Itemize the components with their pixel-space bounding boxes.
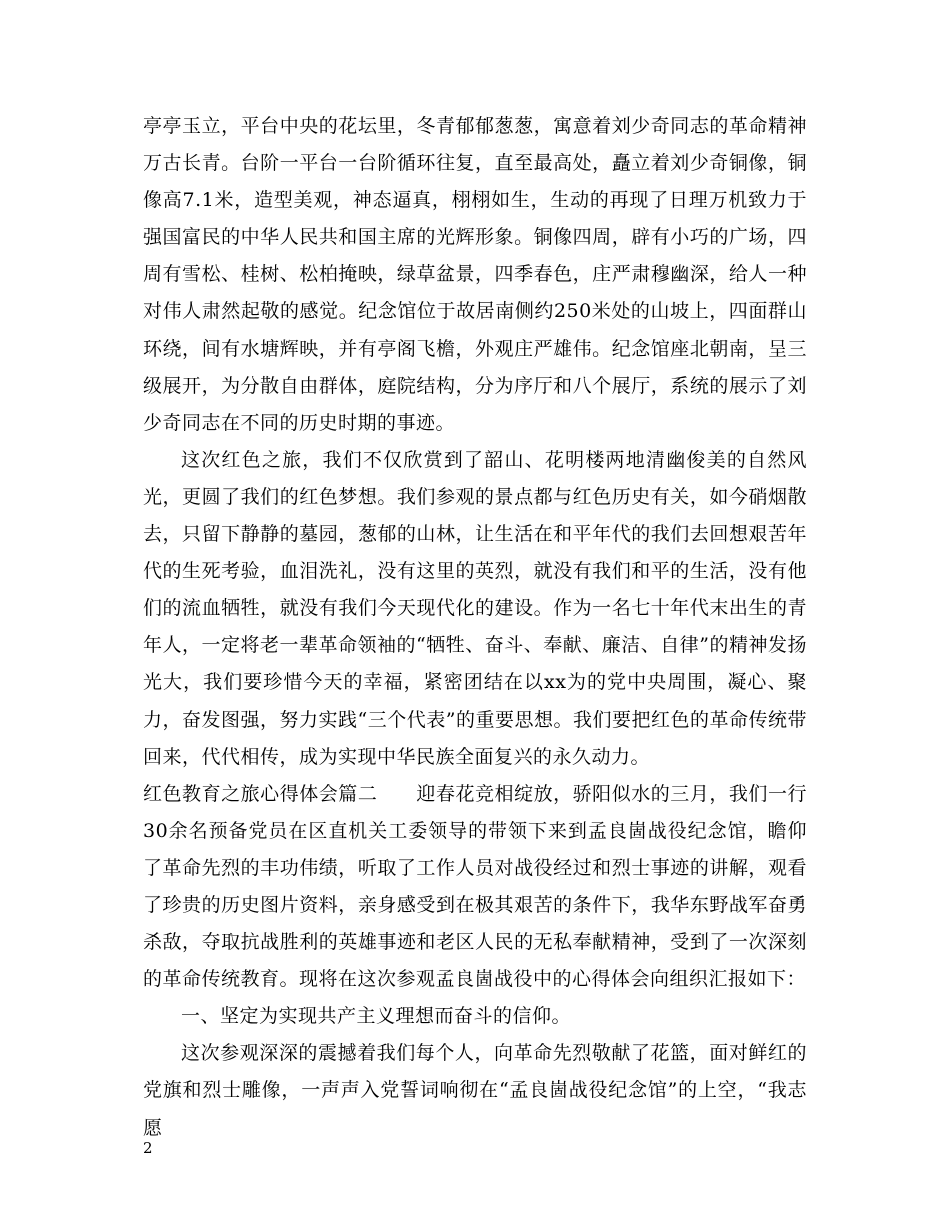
paragraph-memorial-description: 亭亭玉立，平台中央的花坛里，冬青郁郁葱葱，寓意着刘少奇同志的革命精神万古长青。台阶一平台一台阶循环往复，直至最高处，矗立着刘少奇铜像，铜像高7.1米，造型美观，神态逼真，栩栩如生，生动的再现了日理万机致力于强国富民的中华人民共和国主席的光辉形象。铜像四周，辟有小巧的广场，四周有雪松、桂树、松柏掩映，绿草盆景，四季春色，庄严肃穆幽深，给人一种对伟人肃然起敬的感觉。纪念馆位于故居南侧约250米处的山坡上，四面群山环绕，间有水塘辉映，并有亭阁飞檐，外观庄严雄伟。纪念馆座北朝南，呈三级展开，为分散自由群体，庭院结构，分为序厅和八个展厅，系统的展示了刘少奇同志在不同的历史时期的事迹。 <box>143 115 807 434</box>
paragraph-red-tour-reflection: 这次红色之旅，我们不仅欣赏到了韶山、花明楼两地清幽俊美的自然风光，更圆了我们的红色梦想。我们参观的景点都与红色历史有关，如今硝烟散去，只留下静静的墓园，葱郁的山林，让生活在和平年代的我们去回想艰苦年代的生死考验，血泪洗礼，没有这里的英烈，就没有我们和平的生活，没有他们的流血牺牲，就没有我们今天现代化的建设。作为一名七十年代末出生的青年人，一定将老一辈革命领袖的“牺牲、奋斗、奉献、廉洁、自律”的精神发扬光大，我们要珍惜今天的幸福，紧密团结在以xx为的党中央周围，凝心、聚力，奋发图强，努力实践“三个代表”的重要思想。我们要把红色的革命传统带回来，代代相传，成为实现中华民族全面复兴的永久动力。 <box>143 448 807 768</box>
section-heading-one: 一、坚定为实现共产主义理想而奋斗的信仰。 <box>181 1005 572 1028</box>
page-number: 2 <box>143 1139 153 1157</box>
paragraph-visit-impact: 这次参观深深的震撼着我们每个人，向革命先烈敬献了花篮，面对鲜红的党旗和烈士雕像，一声声入党誓词响彻在“孟良崮战役纪念馆”的上空，“我志愿 <box>143 1042 807 1139</box>
paragraph-part-two-intro: 红色教育之旅心得体会篇二 迎春花竞相绽放，骄阳似水的三月，我们一行30余名预备党员在区直机关工委领导的带领下来到孟良崮战役纪念馆，瞻仰了革命先烈的丰功伟绩，听取了工作人员对战役经过和烈士事迹的讲解，观看了珍贵的历史图片资料，亲身感受到在极其艰苦的条件下，我华东野战军奋勇杀敌，夺取抗战胜利的英雄事迹和老区人民的无私奉献精神，受到了一次深刻的革命传统教育。现将在这次参观孟良崮战役中的心得体会向组织汇报如下： <box>143 782 807 991</box>
document-body <box>143 108 807 1147</box>
